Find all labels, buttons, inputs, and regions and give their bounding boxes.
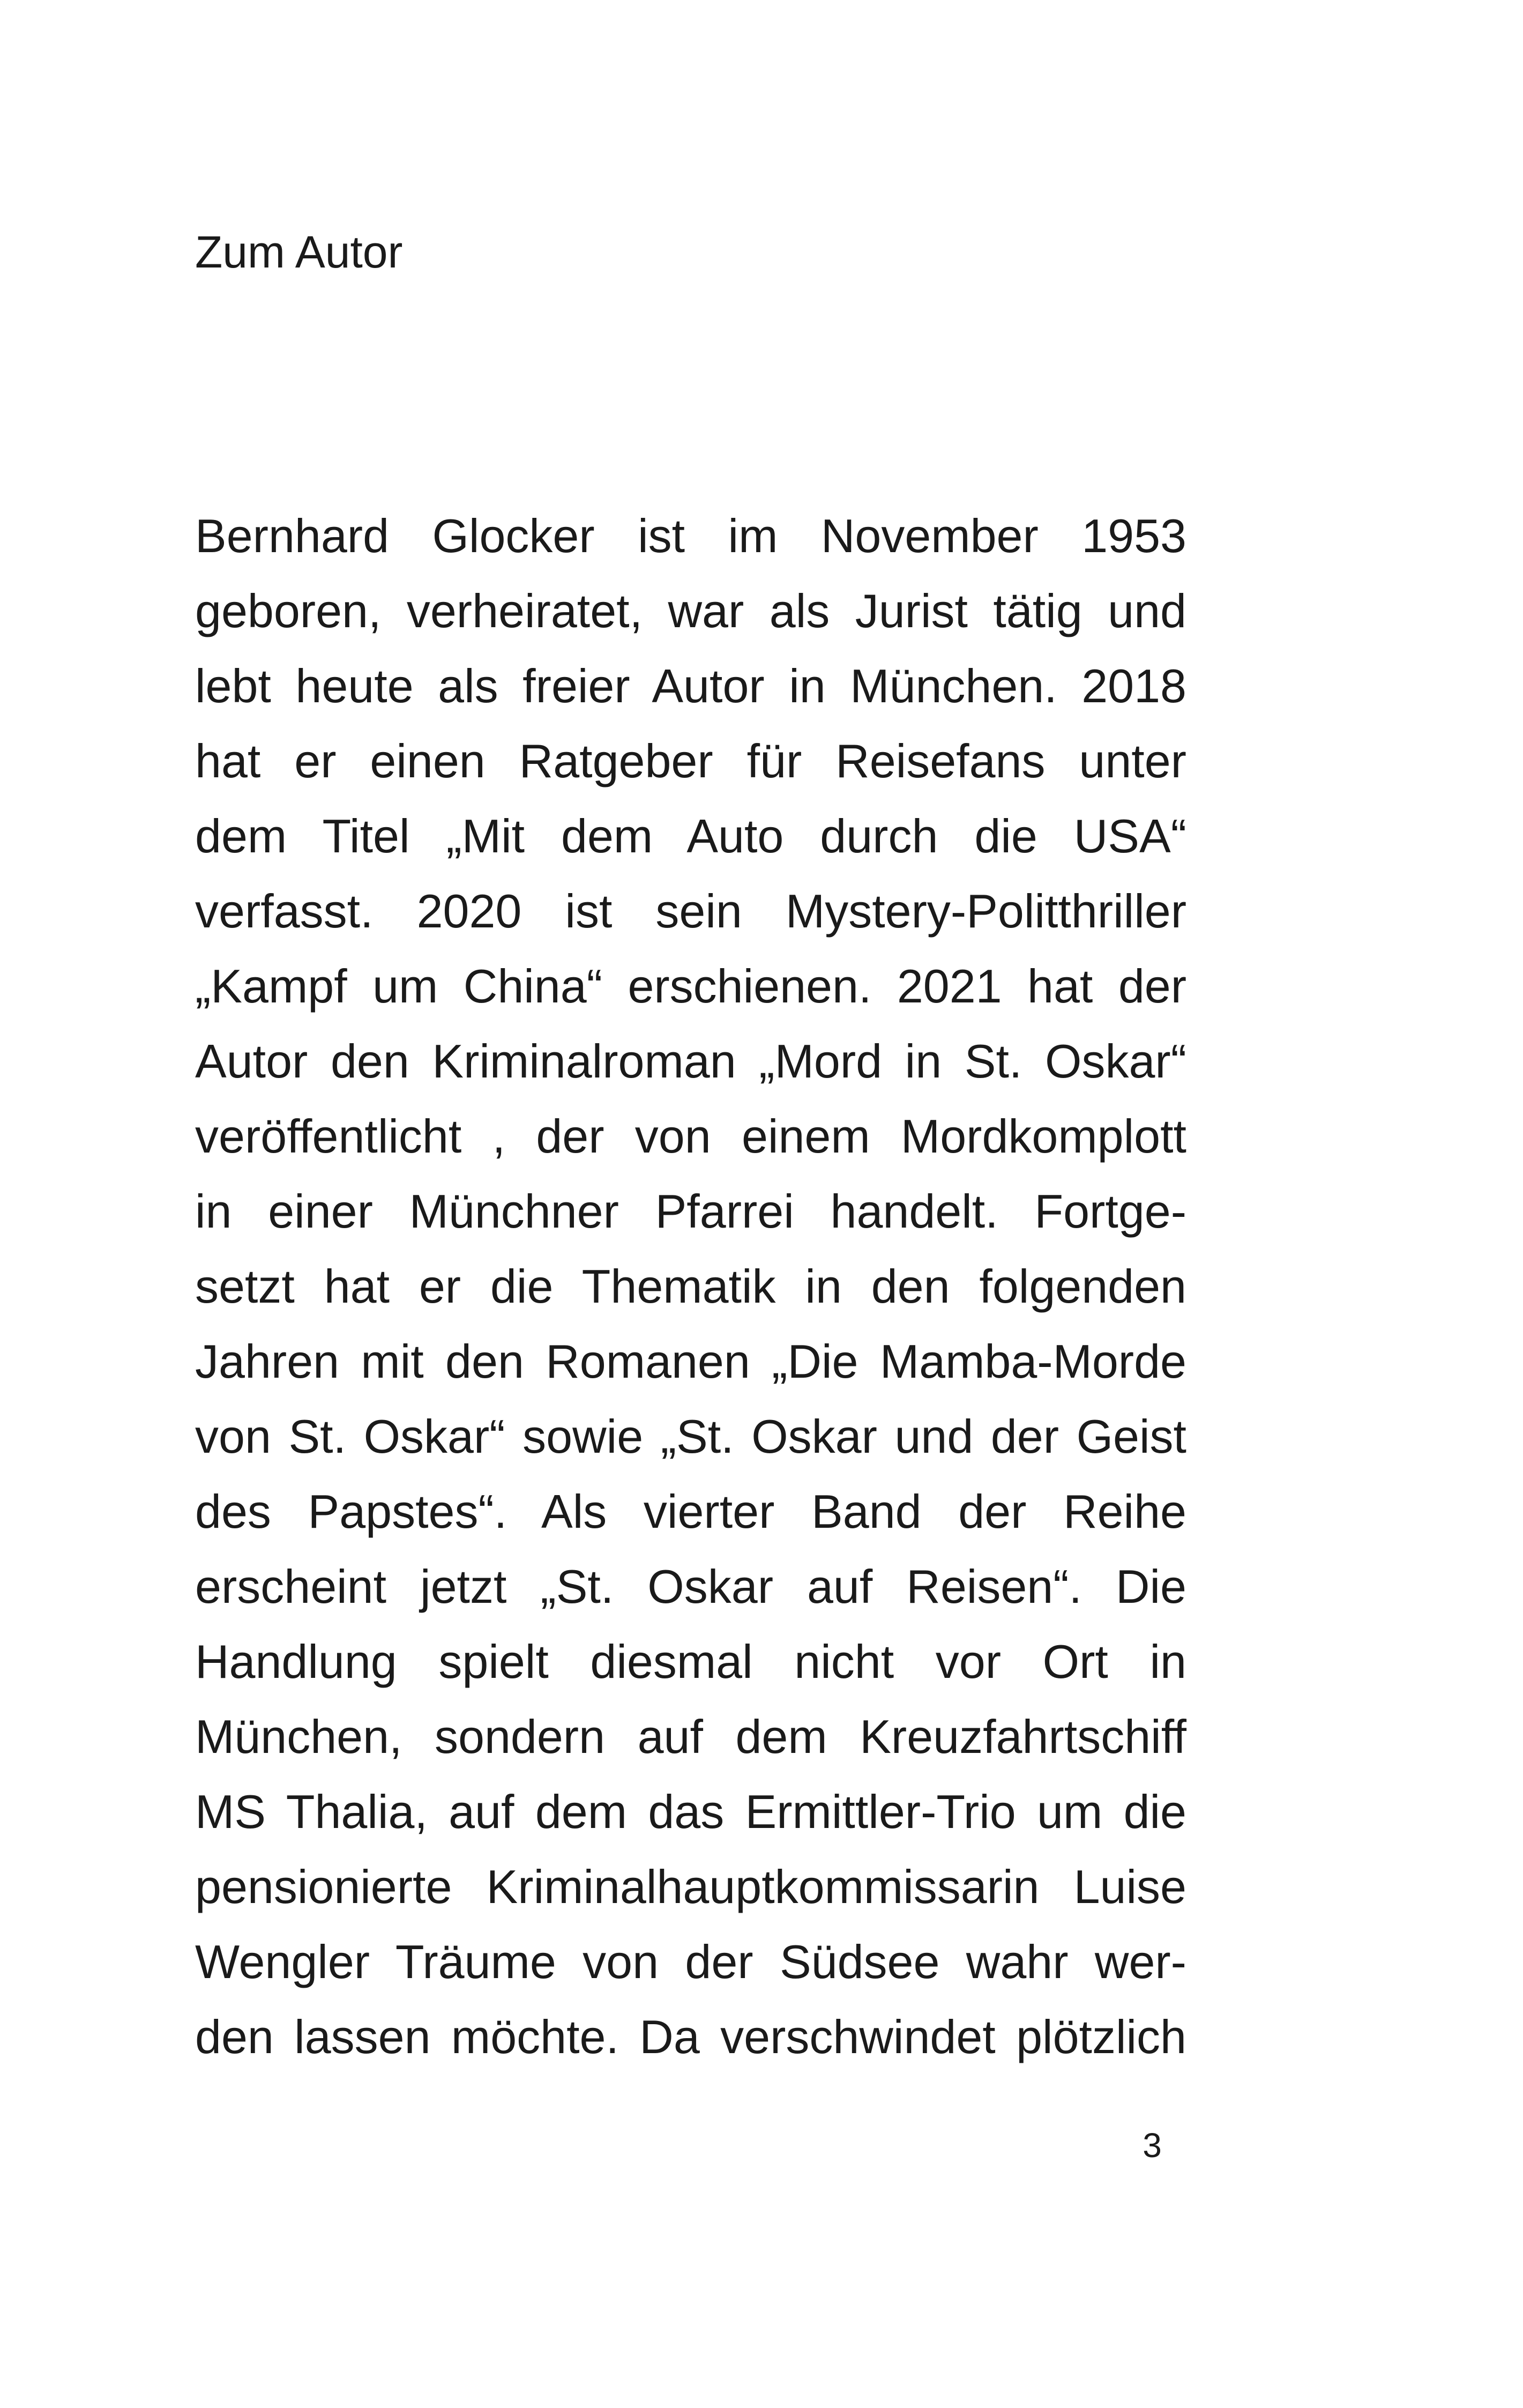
text-line: MS Thalia, auf dem das Ermittler-Trio um die xyxy=(195,1785,1186,1838)
text-line: geboren, verheiratet, war als Jurist tätig und xyxy=(195,584,1186,637)
text-line: verfasst. 2020 ist sein Mystery-Politthriller xyxy=(195,885,1186,938)
section-heading: Zum Autor xyxy=(195,227,403,277)
author-bio-paragraph xyxy=(195,499,1186,2075)
text-line: Wengler Träume von der Südsee wahr wer- xyxy=(195,1935,1186,1988)
text-line: hat er einen Ratgeber für Reisefans unter xyxy=(195,734,1186,787)
text-line: München, sondern auf dem Kreuzfahrtschiff xyxy=(195,1710,1186,1763)
text-line: „Kampf um China“ erschienen. 2021 hat der xyxy=(195,960,1186,1013)
text-line: des Papstes“. Als vierter Band der Reihe xyxy=(195,1485,1186,1538)
text-line: lebt heute als freier Autor in München. 2018 xyxy=(195,659,1186,712)
page-number: 3 xyxy=(1143,2126,1162,2165)
text-line: veröffentlicht , der von einem Mordkomplott xyxy=(195,1110,1186,1163)
text-line: dem Titel „Mit dem Auto durch die USA“ xyxy=(195,809,1186,863)
text-line: Bernhard Glocker ist im November 1953 xyxy=(195,509,1186,562)
text-line: Handlung spielt diesmal nicht vor Ort in xyxy=(195,1635,1186,1688)
text-line: den lassen möchte. Da verschwindet plötzlich xyxy=(195,2010,1186,2063)
text-line: Autor den Kriminalroman „Mord in St. Oskar“ xyxy=(195,1035,1186,1088)
text-line: erscheint jetzt „St. Oskar auf Reisen“. Die xyxy=(195,1560,1186,1613)
text-line: in einer Münchner Pfarrei handelt. Fortge- xyxy=(195,1185,1186,1238)
text-line: setzt hat er die Thematik in den folgenden xyxy=(195,1260,1186,1313)
text-line: Jahren mit den Romanen „Die Mamba-Morde xyxy=(195,1335,1186,1388)
text-line: von St. Oskar“ sowie „St. Oskar und der Geist xyxy=(195,1410,1186,1463)
text-line: pensionierte Kriminalhauptkommissarin Luise xyxy=(195,1860,1186,1913)
